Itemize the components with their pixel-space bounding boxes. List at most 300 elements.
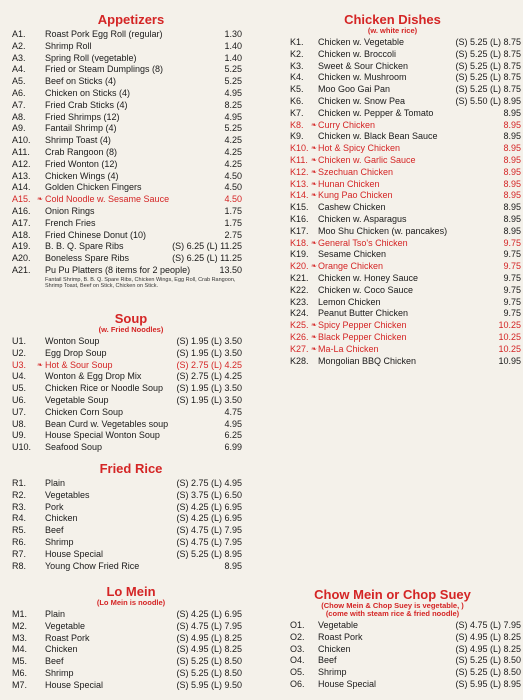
item-name: Chicken on Sticks (4) xyxy=(45,87,131,98)
item-name: Chicken w. Garlic Sauce xyxy=(318,154,416,165)
item-price: 9.75 xyxy=(503,284,521,295)
item-code: A19. xyxy=(12,241,31,252)
item-code: U3. xyxy=(12,359,27,370)
item-name: Roast Pork xyxy=(318,631,363,642)
item-name: Pork xyxy=(45,501,64,512)
chili-pepper-icon: ❧ xyxy=(311,192,317,200)
menu-item-row xyxy=(262,131,523,143)
chili-pepper-icon: ❧ xyxy=(311,263,317,271)
item-code: R2. xyxy=(12,489,27,500)
menu-item-row xyxy=(262,644,523,656)
menu-item-row xyxy=(0,171,262,183)
chili-pepper-icon: ❧ xyxy=(311,322,317,330)
item-price: 2.75 xyxy=(224,229,242,240)
item-price: 5.25 xyxy=(224,76,242,87)
item-code: R8. xyxy=(12,560,27,571)
item-code: A12. xyxy=(12,158,31,169)
lo-mein-note: (Lo Mein is noodle) xyxy=(96,598,166,607)
item-code: A15. xyxy=(12,194,31,205)
item-code: U9. xyxy=(12,430,27,441)
item-name: Wonton & Egg Drop Mix xyxy=(45,371,142,382)
item-price: 8.95 xyxy=(503,202,521,213)
item-code: K2. xyxy=(290,48,304,59)
item-price: (S) 4.75 (L) 7.95 xyxy=(176,620,242,631)
menu-item-row xyxy=(262,285,523,297)
item-name: Cold Noodle w. Sesame Sauce xyxy=(45,194,170,205)
item-code: U7. xyxy=(12,406,27,417)
menu-item-row xyxy=(262,155,523,167)
item-code: A18. xyxy=(12,229,31,240)
item-name: Vegetable Soup xyxy=(45,394,109,405)
item-name: Ma-La Chicken xyxy=(318,343,379,354)
item-code: A17. xyxy=(12,217,31,228)
fried-rice-section xyxy=(0,462,262,572)
item-price: 10.25 xyxy=(498,320,521,331)
menu-item-row xyxy=(0,395,262,407)
item-code: K28. xyxy=(290,355,309,366)
chow-mein-note-1: (Chow Mein & Chop Suey is vegetable, ) xyxy=(321,601,464,610)
item-price: 1.40 xyxy=(224,40,242,51)
menu-item-row xyxy=(262,273,523,285)
item-code: K22. xyxy=(290,284,309,295)
menu-item-row xyxy=(262,226,523,238)
item-price: 9.75 xyxy=(503,261,521,272)
menu-item-row xyxy=(262,37,523,49)
fried-rice-list xyxy=(0,478,262,572)
item-name: Black Pepper Chicken xyxy=(318,331,407,342)
item-price: 10.25 xyxy=(498,343,521,354)
item-price: 4.25 xyxy=(224,158,242,169)
menu-item-row xyxy=(0,88,262,100)
item-price: 9.75 xyxy=(503,237,521,248)
item-name: Chicken w. Broccoli xyxy=(318,48,397,59)
item-price: (S) 4.25 (L) 6.95 xyxy=(176,513,242,524)
menu-item-row xyxy=(0,609,262,621)
item-name: Chicken xyxy=(318,643,351,654)
chicken-section xyxy=(262,13,523,367)
item-name: Mongolian BBQ Chicken xyxy=(318,355,417,366)
lo-mein-section xyxy=(0,585,262,692)
item-name: Fried Wonton (12) xyxy=(45,158,118,169)
item-price: (S) 5.25 (L) 8.75 xyxy=(455,48,521,59)
item-code: M7. xyxy=(12,679,28,690)
menu-item-row xyxy=(0,502,262,514)
item-code: R3. xyxy=(12,501,27,512)
item-price: 4.50 xyxy=(224,170,242,181)
item-price: 6.25 xyxy=(224,430,242,441)
menu-item-row xyxy=(0,419,262,431)
menu-item-row xyxy=(0,206,262,218)
item-name: Chicken w. Vegetable xyxy=(318,37,405,47)
item-code: K24. xyxy=(290,308,309,319)
item-name: Bean Curd w. Vegetables soup xyxy=(45,418,169,429)
item-code: R1. xyxy=(12,478,27,488)
item-name: Sesame Chicken xyxy=(318,249,387,260)
item-price: 1.40 xyxy=(224,52,242,63)
item-name: Chicken Wings (4) xyxy=(45,170,119,181)
item-code: K7. xyxy=(290,107,304,118)
chow-mein-section xyxy=(262,588,523,691)
menu-item-row xyxy=(0,383,262,395)
item-name: Wonton Soup xyxy=(45,336,100,346)
item-name: Moo Goo Gai Pan xyxy=(318,84,391,95)
item-code: K26. xyxy=(290,331,309,342)
item-code: K25. xyxy=(290,320,309,331)
item-code: K21. xyxy=(290,272,309,283)
item-code: K16. xyxy=(290,213,309,224)
item-price: 10.25 xyxy=(498,331,521,342)
item-price: 13.50 xyxy=(219,264,242,275)
item-name: Fantail Shrimp (4) xyxy=(45,123,117,134)
item-price: 10.95 xyxy=(498,355,521,366)
menu-item-row xyxy=(262,143,523,155)
menu-item-row xyxy=(0,513,262,525)
menu-item-row xyxy=(0,621,262,633)
menu-item-row xyxy=(0,549,262,561)
menu-item-row xyxy=(0,194,262,206)
item-name: Lemon Chicken xyxy=(318,296,381,307)
menu-item-row xyxy=(262,667,523,679)
item-code: R7. xyxy=(12,548,27,559)
item-price: 8.95 xyxy=(503,154,521,165)
menu-item-row xyxy=(0,490,262,502)
item-name: Spicy Pepper Chicken xyxy=(318,320,407,331)
item-name: Vegetables xyxy=(45,489,90,500)
item-code: A3. xyxy=(12,52,26,63)
item-name: Szechuan Chicken xyxy=(318,166,394,177)
menu-item-row xyxy=(262,249,523,261)
item-code: M6. xyxy=(12,667,28,678)
item-code: U4. xyxy=(12,371,27,382)
item-price: (S) 4.95 (L) 8.25 xyxy=(176,632,242,643)
item-code: M3. xyxy=(12,632,28,643)
item-name: Curry Chicken xyxy=(318,119,376,130)
item-name: Chicken w. Coco Sauce xyxy=(318,284,414,295)
item-name: General Tso's Chicken xyxy=(318,237,408,248)
item-price: 8.25 xyxy=(224,99,242,110)
item-code: A21. xyxy=(12,264,31,275)
menu-item-row xyxy=(0,633,262,645)
item-price: 1.30 xyxy=(224,29,242,39)
item-code: A5. xyxy=(12,76,26,87)
item-price: (S) 5.95 (L) 8.95 xyxy=(455,678,521,689)
menu-item-row xyxy=(262,72,523,84)
item-name: Shrimp xyxy=(45,536,74,547)
item-name: Chicken Corn Soup xyxy=(45,406,124,417)
item-name: House Special xyxy=(45,548,104,559)
item-price: (S) 1.95 (L) 3.50 xyxy=(176,347,242,358)
item-price: 5.25 xyxy=(224,123,242,134)
item-name: Fried Shrimps (12) xyxy=(45,111,120,122)
item-price: 4.50 xyxy=(224,194,242,205)
menu-item-row xyxy=(0,360,262,372)
menu-item-row xyxy=(0,41,262,53)
item-name: Beef xyxy=(45,525,64,536)
chicken-title: Chicken Dishes xyxy=(344,12,441,27)
item-price: (S) 5.25 (L) 8.75 xyxy=(455,84,521,95)
item-price: (S) 4.75 (L) 7.95 xyxy=(176,536,242,547)
menu-item-row xyxy=(262,179,523,191)
menu-item-row xyxy=(262,49,523,61)
item-code: K14. xyxy=(290,190,309,201)
item-name: B. B. Q. Spare Ribs xyxy=(45,241,124,252)
menu-item-row xyxy=(262,308,523,320)
item-name: Spring Roll (vegetable) xyxy=(45,52,137,63)
item-price: 4.95 xyxy=(224,111,242,122)
item-price: 4.25 xyxy=(224,135,242,146)
item-name: Chicken w. Asparagus xyxy=(318,213,407,224)
item-code: A16. xyxy=(12,205,31,216)
item-price: (S) 3.75 (L) 6.50 xyxy=(176,489,242,500)
chow-mein-list xyxy=(262,620,523,691)
item-name: Fried or Steam Dumplings (8) xyxy=(45,64,164,75)
item-price: (S) 4.25 (L) 6.95 xyxy=(176,501,242,512)
item-code: K17. xyxy=(290,225,309,236)
menu-item-row xyxy=(0,442,262,454)
item-name: Onion Rings xyxy=(45,205,95,216)
item-name: Chicken w. Snow Pea xyxy=(318,95,406,106)
menu-item-row xyxy=(0,159,262,171)
item-name: Chicken xyxy=(45,644,78,655)
menu-item-row xyxy=(0,407,262,419)
item-name: Boneless Spare Ribs xyxy=(45,253,130,264)
menu-item-row xyxy=(0,123,262,135)
item-code: A6. xyxy=(12,87,26,98)
item-name: House Special Wonton Soup xyxy=(45,430,160,441)
item-name: Roast Pork xyxy=(45,632,90,643)
menu-item-row xyxy=(0,348,262,360)
menu-item-row xyxy=(262,655,523,667)
item-code: K15. xyxy=(290,202,309,213)
item-name: Roast Pork Egg Roll (regular) xyxy=(45,29,163,39)
item-name: Peanut Butter Chicken xyxy=(318,308,409,319)
item-code: O1. xyxy=(290,620,305,630)
item-code: A13. xyxy=(12,170,31,181)
menu-item-row xyxy=(0,668,262,680)
menu-item-row xyxy=(0,525,262,537)
menu-item-row xyxy=(0,371,262,383)
item-code: K9. xyxy=(290,131,304,142)
menu-item-row xyxy=(0,230,262,242)
chili-pepper-icon: ❧ xyxy=(311,145,317,153)
item-name: Hunan Chicken xyxy=(318,178,380,189)
item-name: Kung Pao Chicken xyxy=(318,190,393,201)
item-code: R4. xyxy=(12,513,27,524)
item-name: Shrimp xyxy=(318,667,347,678)
item-price: (S) 2.75 (L) 4.25 xyxy=(176,371,242,382)
appetizers-title: Appetizers xyxy=(97,12,165,27)
item-name: Seafood Soup xyxy=(45,442,103,453)
item-code: O5. xyxy=(290,667,305,678)
menu-item-row xyxy=(262,620,523,632)
item-price: 9.75 xyxy=(503,272,521,283)
item-price: (S) 5.25 (L) 8.75 xyxy=(455,37,521,47)
item-name: Hot & Spicy Chicken xyxy=(318,143,401,154)
item-code: U10. xyxy=(12,442,32,453)
item-name: Shrimp Toast (4) xyxy=(45,135,111,146)
item-code: K19. xyxy=(290,249,309,260)
menu-item-row xyxy=(262,679,523,691)
item-price: (S) 5.25 (L) 8.75 xyxy=(455,72,521,83)
item-name: House Special xyxy=(45,679,104,690)
item-code: A1. xyxy=(12,29,26,39)
item-code: U5. xyxy=(12,383,27,394)
menu-item-row xyxy=(262,108,523,120)
item-price: (S) 4.75 (L) 7.95 xyxy=(455,620,521,630)
item-price: (S) 5.25 (L) 8.50 xyxy=(455,655,521,666)
item-name: Golden Chicken Fingers xyxy=(45,182,142,193)
menu-item-row xyxy=(0,100,262,112)
chicken-note: (w. white rice) xyxy=(367,26,418,35)
menu-item-row xyxy=(0,76,262,88)
menu-item-row xyxy=(0,147,262,159)
item-price: (S) 4.95 (L) 8.25 xyxy=(455,643,521,654)
item-code: K27. xyxy=(290,343,309,354)
item-name: French Fries xyxy=(45,217,96,228)
item-code: A4. xyxy=(12,64,26,75)
lo-mein-title: Lo Mein xyxy=(106,584,156,599)
menu-item-row xyxy=(262,356,523,368)
menu-item-row xyxy=(0,265,262,277)
menu-item-row xyxy=(0,430,262,442)
item-code: M1. xyxy=(12,609,28,619)
item-price: 9.75 xyxy=(503,249,521,260)
item-code: R6. xyxy=(12,536,27,547)
item-name: Chicken xyxy=(45,513,78,524)
menu-item-row xyxy=(262,167,523,179)
chili-pepper-icon: ❧ xyxy=(37,361,43,369)
chili-pepper-icon: ❧ xyxy=(311,239,317,247)
menu-item-row xyxy=(0,53,262,65)
item-price: 4.95 xyxy=(224,87,242,98)
menu-item-row xyxy=(262,202,523,214)
menu-item-row xyxy=(262,120,523,132)
item-code: K4. xyxy=(290,72,304,83)
item-code: A8. xyxy=(12,111,26,122)
item-name: Chicken w. Honey Sauce xyxy=(318,272,419,283)
item-code: O2. xyxy=(290,631,305,642)
item-name: Chicken w. Black Bean Sauce xyxy=(318,131,438,142)
item-name: Plain xyxy=(45,609,66,619)
item-code: K1. xyxy=(290,37,304,47)
item-price: 8.95 xyxy=(503,213,521,224)
item-name: Chicken Rice or Noodle Soup xyxy=(45,383,164,394)
item-price: (S) 4.25 (L) 6.95 xyxy=(176,609,242,619)
menu-item-row xyxy=(0,656,262,668)
menu-item-row xyxy=(0,644,262,656)
item-name: Chicken w. Mushroom xyxy=(318,72,407,83)
chili-pepper-icon: ❧ xyxy=(311,121,317,129)
menu-item-row xyxy=(262,214,523,226)
item-price: (S) 5.95 (L) 9.50 xyxy=(176,679,242,690)
item-code: M2. xyxy=(12,620,28,631)
menu-item-row xyxy=(0,135,262,147)
item-price: (S) 5.50 (L) 8.95 xyxy=(455,95,521,106)
menu-item-row xyxy=(262,84,523,96)
item-code: A7. xyxy=(12,99,26,110)
item-code: O4. xyxy=(290,655,305,666)
appetizers-list xyxy=(0,29,262,290)
item-name: Moo Shu Chicken (w. pancakes) xyxy=(318,225,448,236)
item-name: Chicken w. Pepper & Tomato xyxy=(318,107,434,118)
item-name: Beef on Sticks (4) xyxy=(45,76,117,87)
item-code: R5. xyxy=(12,525,27,536)
item-name: Beef xyxy=(45,656,64,667)
item-code: A2. xyxy=(12,40,26,51)
item-code: O6. xyxy=(290,678,305,689)
item-price: (S) 5.25 (L) 8.50 xyxy=(176,656,242,667)
menu-item-row xyxy=(0,561,262,573)
soup-section xyxy=(0,312,262,454)
item-code: K10. xyxy=(290,143,309,154)
item-name: Beef xyxy=(318,655,337,666)
item-code: A20. xyxy=(12,253,31,264)
menu-item-row xyxy=(262,297,523,309)
item-price: 4.95 xyxy=(224,418,242,429)
menu-item-row xyxy=(262,261,523,273)
item-code: K23. xyxy=(290,296,309,307)
fried-rice-title: Fried Rice xyxy=(99,461,163,476)
menu-item-row xyxy=(0,253,262,265)
item-price: (S) 4.75 (L) 7.95 xyxy=(176,525,242,536)
menu-item-row xyxy=(0,112,262,124)
item-name: Hot & Sour Soup xyxy=(45,359,113,370)
item-name: Egg Drop Soup xyxy=(45,347,107,358)
item-price: (S) 2.75 (L) 4.25 xyxy=(176,359,242,370)
menu-item-row xyxy=(0,29,262,41)
menu-item-row xyxy=(0,537,262,549)
chow-mein-title: Chow Mein or Chop Suey xyxy=(314,587,471,602)
item-price: 8.95 xyxy=(503,178,521,189)
item-code: K6. xyxy=(290,95,304,106)
item-price: (S) 5.25 (L) 8.95 xyxy=(176,548,242,559)
chili-pepper-icon: ❧ xyxy=(311,180,317,188)
item-name: Shrimp Roll xyxy=(45,40,92,51)
item-name: Cashew Chicken xyxy=(318,202,386,213)
item-code: U8. xyxy=(12,418,27,429)
item-price: (S) 1.95 (L) 3.50 xyxy=(176,383,242,394)
item-price: 1.75 xyxy=(224,217,242,228)
item-code: K12. xyxy=(290,166,309,177)
item-code: K8. xyxy=(290,119,304,130)
item-code: A11. xyxy=(12,146,30,157)
chili-pepper-icon: ❧ xyxy=(37,196,43,204)
item-name: House Special xyxy=(318,678,377,689)
menu-item-row xyxy=(0,680,262,692)
soup-note: (w. Fried Noodles) xyxy=(98,325,164,334)
item-code: K18. xyxy=(290,237,309,248)
item-name: Crab Rangoon (8) xyxy=(45,146,118,157)
chili-pepper-icon: ❧ xyxy=(311,333,317,341)
item-name: Fried Chinese Donut (10) xyxy=(45,229,147,240)
item-price: (S) 5.25 (L) 8.50 xyxy=(455,667,521,678)
lo-mein-list xyxy=(0,609,262,692)
item-code: U6. xyxy=(12,394,27,405)
menu-item-row xyxy=(262,320,523,332)
appetizers-section xyxy=(0,13,262,290)
item-code: K5. xyxy=(290,84,304,95)
menu-item-row xyxy=(0,182,262,194)
menu-item-row xyxy=(262,96,523,108)
menu-item-row xyxy=(0,336,262,348)
soup-list xyxy=(0,336,262,454)
item-price: 4.50 xyxy=(224,182,242,193)
pupu-platter-note: Fantail Shrimp, B. B. Q. Spare Ribs, Chicken Wings, Egg Roll, Crab Rangoon, Shrimp Toast, Beef on Stick, Chicken on Stick. xyxy=(45,276,236,290)
menu-item-row xyxy=(0,218,262,230)
menu-item-row xyxy=(262,332,523,344)
item-price: 8.95 xyxy=(224,560,242,571)
item-name: Plain xyxy=(45,478,66,488)
